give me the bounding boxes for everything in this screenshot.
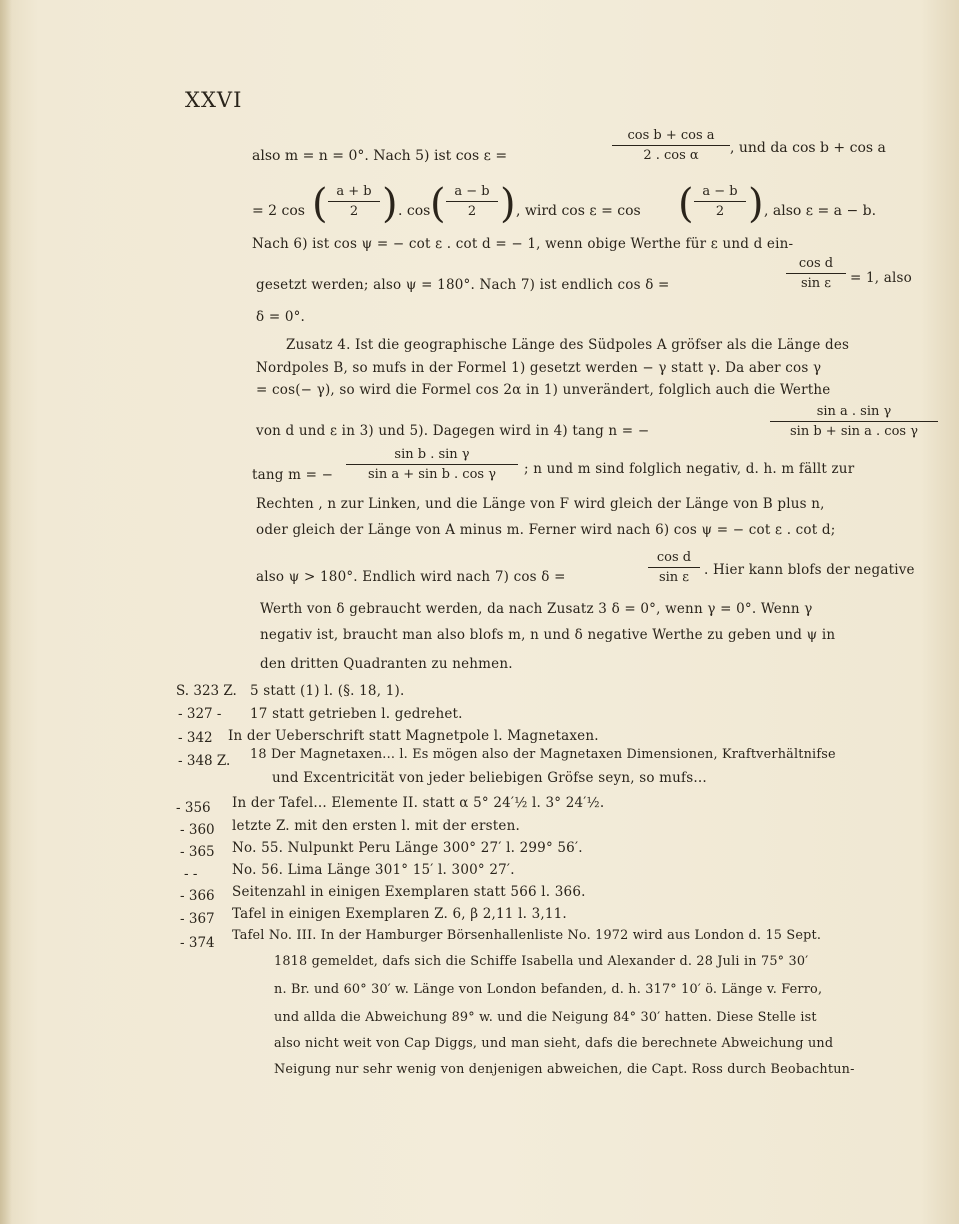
page-binding-edge — [0, 0, 12, 1224]
eq2-a: = 2 cos — [252, 203, 305, 219]
eq2-c: , wird cos ε = cos — [516, 203, 641, 219]
eq4-right: = 1, also — [850, 270, 912, 286]
errata-ref: - 365 — [180, 844, 215, 860]
fraction-bar — [648, 567, 700, 568]
zusatz-tang-n-fraction — [770, 404, 938, 439]
eq2-f3-den: 2 — [715, 204, 725, 219]
errata-continuation: also nicht weit von Cap Diggs, und man sieht, dafs die berechnete Abweichung und — [274, 1036, 834, 1051]
page-number: XXVI — [185, 88, 243, 112]
eq2-f3-num: a − b — [702, 184, 738, 199]
errata-ref: - 360 — [180, 822, 215, 838]
errata-text: Seitenzahl in einigen Exemplaren statt 566 l. 366. — [232, 884, 586, 900]
fraction-bar — [770, 421, 938, 422]
fraction-bar — [346, 464, 518, 465]
eq5-line: δ = 0°. — [256, 309, 306, 325]
errata-text: 17 statt getrieben l. gedrehet. — [250, 706, 463, 722]
errata-text: No. 56. Lima Länge 301° 15′ l. 300° 27′. — [232, 862, 515, 878]
zusatz-line-5-left: tang m = − — [252, 467, 334, 483]
errata-ref: - 367 — [180, 911, 215, 927]
errata-continuation: n. Br. und 60° 30′ w. Länge von London befanden, d. h. 317° 10′ ö. Länge v. Ferro, — [274, 982, 823, 997]
eq1-right: , und da cos b + cos a — [730, 140, 886, 156]
eq2-f2-den: 2 — [467, 204, 477, 219]
zusatz-tang-m-fraction — [346, 447, 518, 482]
eq2-f1-den: 2 — [349, 204, 359, 219]
eq3-line: Nach 6) ist cos ψ = − cot ε . cot d = − 1, wenn obige Werthe für ε und d ein- — [252, 236, 794, 252]
zusatz-line-7: oder gleich der Länge von A minus m. Ferner wird nach 6) cos ψ = − cot ε . cot d; — [256, 522, 836, 538]
fraction-bar — [446, 201, 498, 202]
errata-text: 5 statt (1) l. (§. 18, 1). — [250, 683, 405, 699]
zusatz-line-9: Werth von δ gebraucht werden, da nach Zusatz 3 δ = 0°, wenn γ = 0°. Wenn γ — [260, 601, 813, 617]
tang-n-den: sin b + sin a . cos γ — [790, 424, 918, 439]
cos-delta-num: cos d — [656, 550, 692, 565]
errata-text: In der Tafel... Elemente II. statt α 5° 24′½ l. 3° 24′½. — [232, 795, 605, 811]
eq4-frac-den: sin ε — [800, 276, 832, 291]
errata-continuation: und allda die Abweichung 89° w. und die Neigung 84° 30′ hatten. Diese Stelle ist — [274, 1010, 817, 1025]
eq2-fraction-2 — [446, 184, 498, 219]
zusatz-line-8-right: . Hier kann blofs der negative — [704, 562, 915, 578]
eq1-frac-num: cos b + cos a — [627, 128, 715, 143]
close-paren-icon: ) — [382, 181, 398, 227]
eq2-f2-num: a − b — [454, 184, 490, 199]
errata-text: No. 55. Nulpunkt Peru Länge 300° 27′ l. 299° 56′. — [232, 840, 583, 856]
errata-ref: - 366 — [180, 888, 215, 904]
errata-ref: - 356 — [176, 800, 211, 816]
zusatz-line-2: Nordpoles B, so mufs in der Formel 1) gesetzt werden − γ statt γ. Da aber cos γ — [256, 360, 822, 376]
errata-text: Tafel in einigen Exemplaren Z. 6, β 2,11 l. 3,11. — [232, 906, 567, 922]
errata-ref: S. 323 Z. — [176, 683, 237, 699]
errata-ref: - 342 — [178, 730, 213, 746]
fraction-bar — [328, 201, 380, 202]
fraction-bar — [694, 201, 746, 202]
zusatz-line-6: Rechten , n zur Linken, und die Länge von F wird gleich der Länge von B plus n, — [256, 496, 825, 512]
eq4-fraction — [786, 256, 846, 291]
tang-m-den: sin a + sin b . cos γ — [368, 467, 496, 482]
fraction-bar — [612, 145, 730, 146]
tang-m-num: sin b . sin γ — [394, 447, 470, 462]
zusatz-line-5-right: ; n und m sind folglich negativ, d. h. m fällt zur — [524, 461, 855, 477]
zusatz-line-8-left: also ψ > 180°. Endlich wird nach 7) cos δ = — [256, 569, 566, 585]
zusatz-line-3: = cos(− γ), so wird die Formel cos 2α in 1) unverändert, folglich auch die Werthe — [256, 382, 831, 398]
eq2-f1-num: a + b — [336, 184, 372, 199]
errata-ref: - 374 — [180, 935, 215, 951]
tang-n-num: sin a . sin γ — [816, 404, 892, 419]
errata-text: 18 Der Magnetaxen... l. Es mögen also der Magnetaxen Dimensionen, Kraftverhältnifse — [250, 747, 836, 762]
errata-continuation: Neigung nur sehr wenig von denjenigen abweichen, die Capt. Ross durch Beobachtun- — [274, 1062, 855, 1077]
eq2-b: . cos — [398, 203, 431, 219]
open-paren-icon: ( — [430, 181, 446, 227]
close-paren-icon: ) — [500, 181, 516, 227]
eq2-d: , also ε = a − b. — [764, 203, 877, 219]
eq2-fraction-3 — [694, 184, 746, 219]
eq4-left: gesetzt werden; also ψ = 180°. Nach 7) ist endlich cos δ = — [256, 277, 670, 293]
zusatz-line-10: negativ ist, braucht man also blofs m, n und δ negative Werthe zu geben und ψ in — [260, 627, 836, 643]
open-paren-icon: ( — [678, 181, 694, 227]
errata-text: In der Ueberschrift statt Magnetpole l. Magnetaxen. — [228, 728, 599, 744]
zusatz-line-1: Zusatz 4. Ist die geographische Länge des Südpoles A gröfser als die Länge des — [286, 337, 850, 353]
eq1-left: also m = n = 0°. Nach 5) ist cos ε = — [252, 148, 508, 164]
errata-continuation: 1818 gemeldet, dafs sich die Schiffe Isabella und Alexander d. 28 Juli in 75° 30′ — [274, 954, 809, 969]
errata-text: letzte Z. mit den ersten l. mit der ersten. — [232, 818, 520, 834]
open-paren-icon: ( — [312, 181, 328, 227]
close-paren-icon: ) — [748, 181, 764, 227]
errata-text-continued: und Excentricität von jeder beliebigen Gröfse seyn, so mufs... — [272, 770, 707, 786]
errata-ref: - - — [184, 866, 198, 882]
zusatz-line-4: von d und ε in 3) und 5). Dagegen wird in 4) tang n = − — [256, 423, 650, 439]
eq1-frac-den: 2 . cos α — [643, 148, 699, 163]
zusatz-line-11: den dritten Quadranten zu nehmen. — [260, 656, 513, 672]
errata-ref: - 327 - — [178, 706, 222, 722]
fraction-bar — [786, 273, 846, 274]
eq2-fraction-1 — [328, 184, 380, 219]
errata-ref: - 348 Z. — [178, 753, 231, 769]
errata-text: Tafel No. III. In der Hamburger Börsenhallenliste No. 1972 wird aus London d. 15 Sept. — [232, 928, 822, 943]
eq4-frac-num: cos d — [798, 256, 834, 271]
eq1-fraction — [612, 128, 730, 163]
cos-delta-den: sin ε — [658, 570, 690, 585]
zusatz-cos-delta-fraction — [648, 550, 700, 585]
